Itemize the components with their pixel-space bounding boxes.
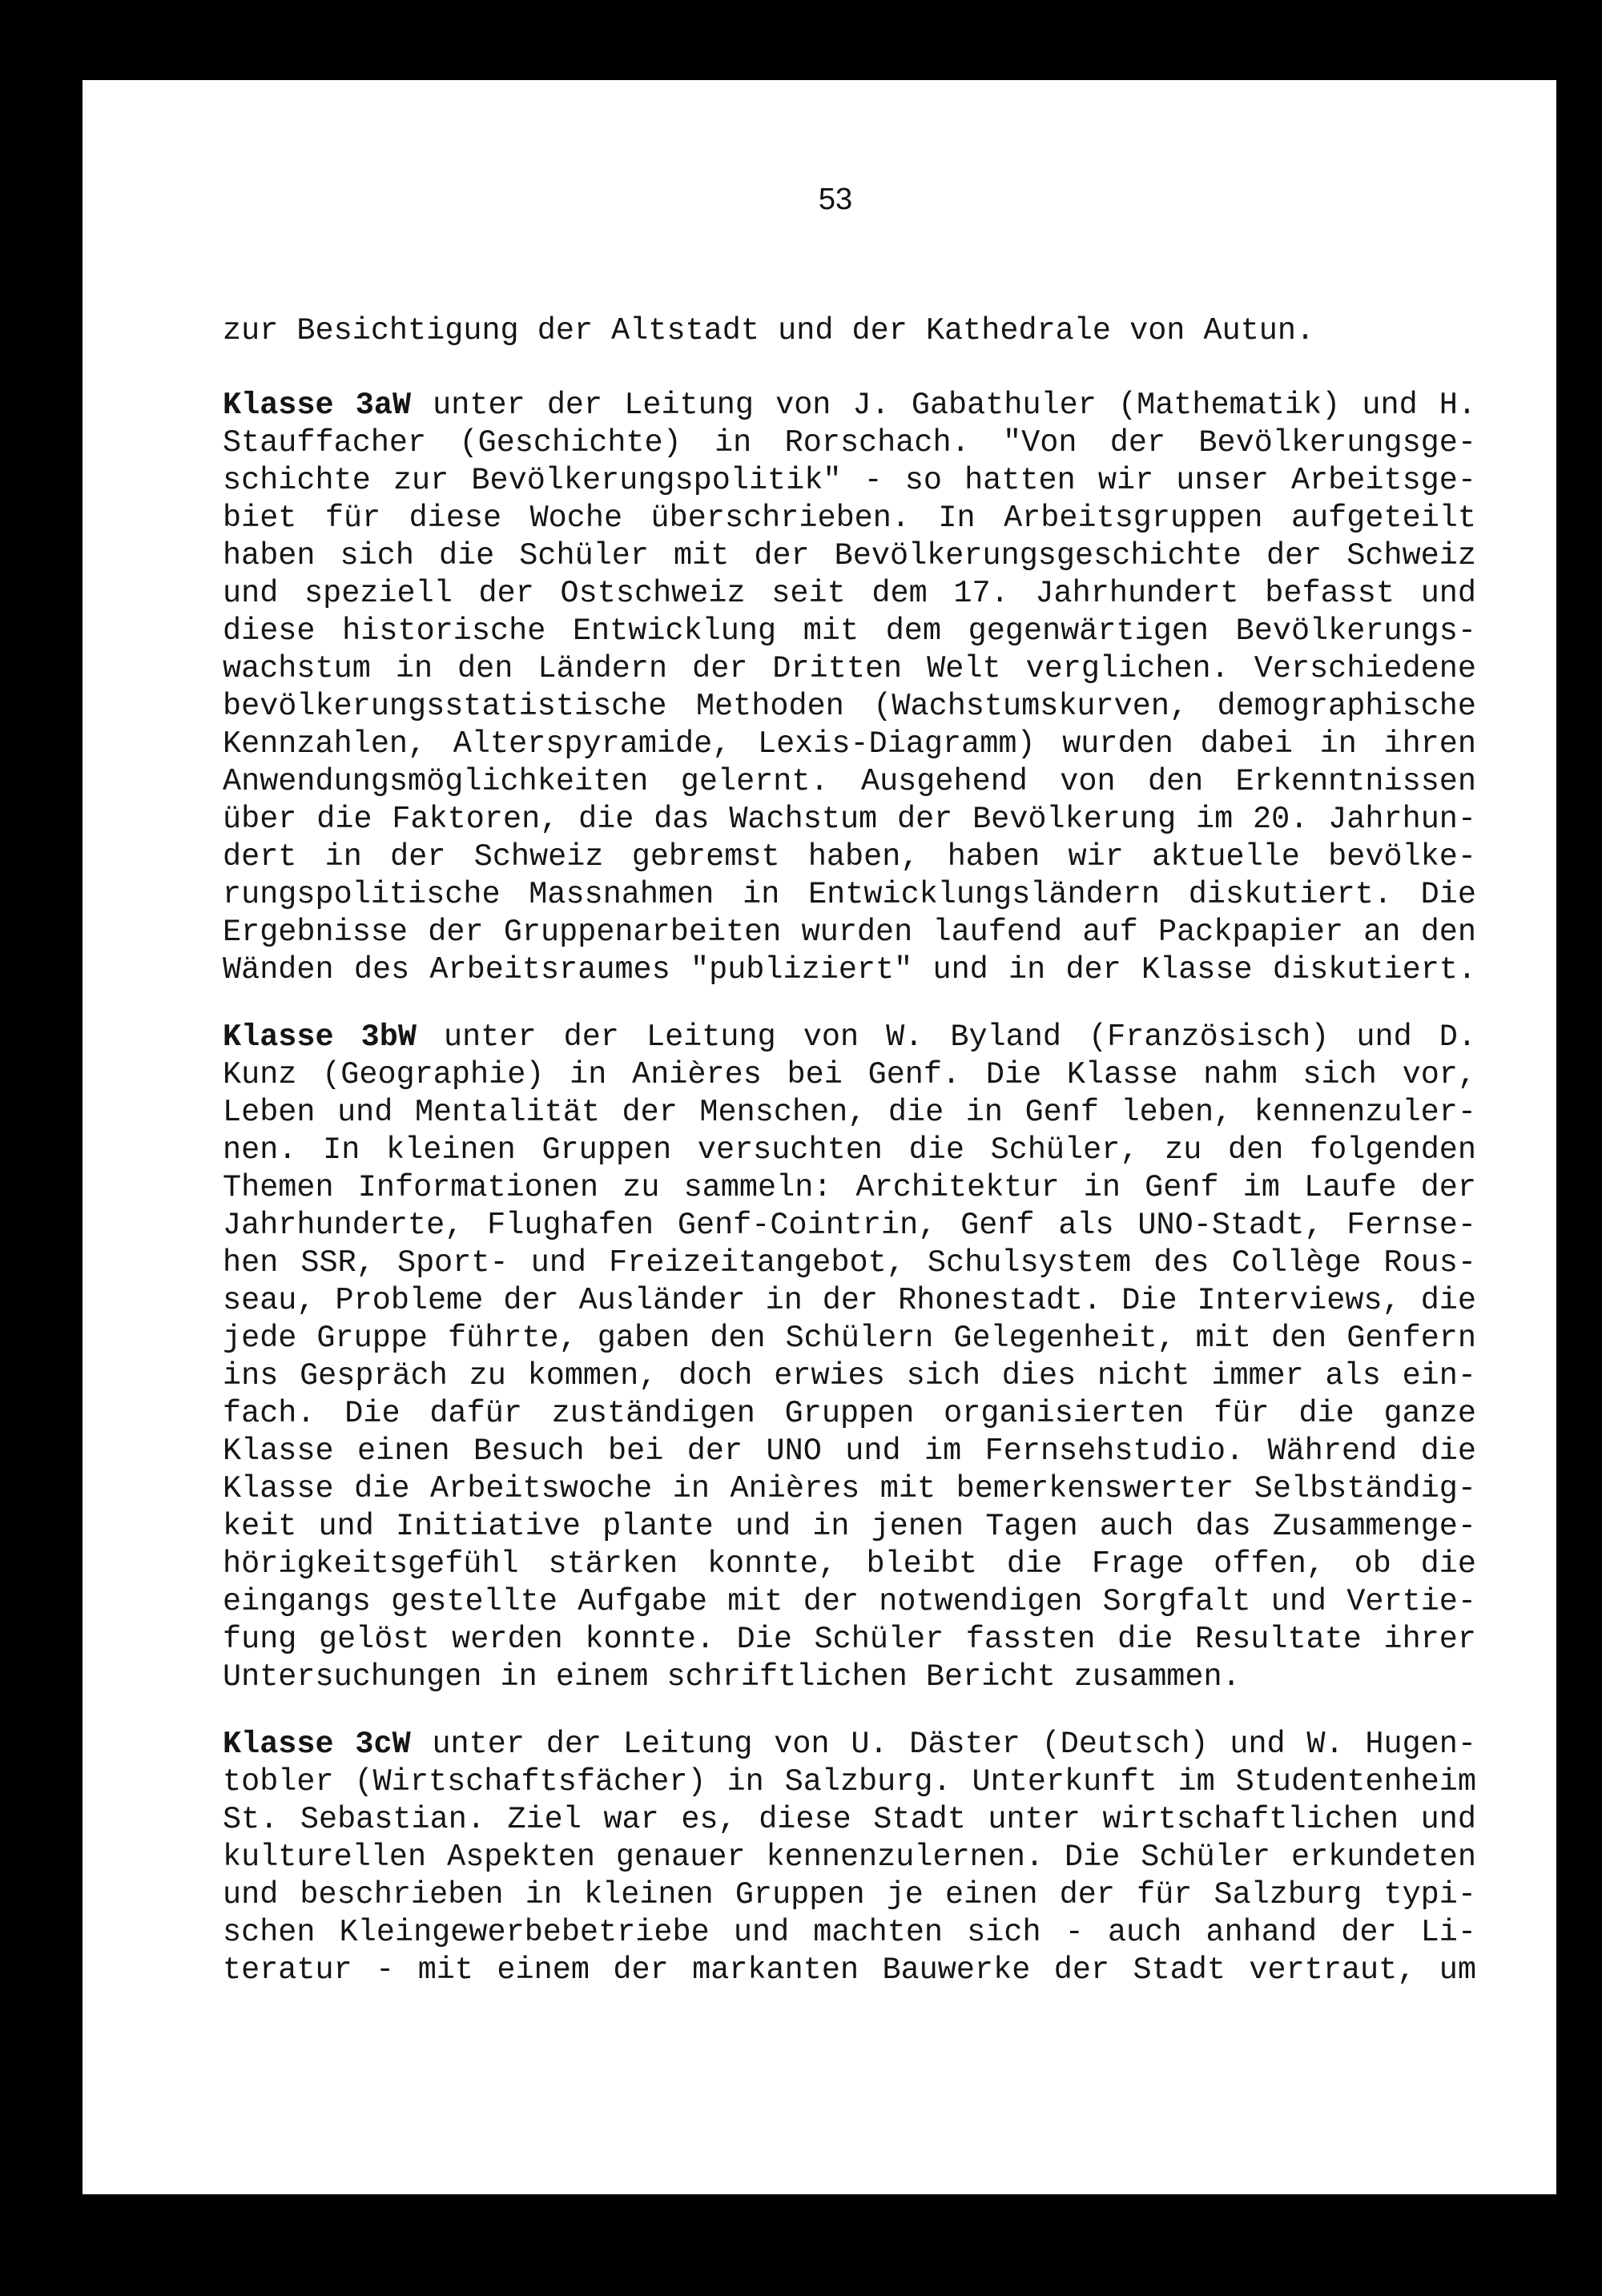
- text-line: teratur - mit einem der markanten Bauwerke der Stadt vertraut, um: [223, 1952, 1476, 1988]
- text-line: Klasse einen Besuch bei der UNO und im Fernsehstudio. Während die: [223, 1433, 1476, 1469]
- section-klasse-3cw: [223, 1726, 1476, 1989]
- document-page: [83, 80, 1556, 2194]
- text-line: keit und Initiative plante und in jenen Tagen auch das Zusammenge-: [223, 1509, 1476, 1544]
- text-line: Klasse 3bW unter der Leitung von W. Byland (Französisch) und D.: [223, 1019, 1476, 1055]
- text-line: haben sich die Schüler mit der Bevölkerungsgeschichte der Schweiz: [223, 538, 1476, 573]
- section-heading: Klasse 3cW: [223, 1727, 411, 1762]
- intro-paragraph: [223, 312, 1476, 350]
- text-line: Kennzahlen, Alterspyramide, Lexis-Diagramm) wurden dabei in ihren: [223, 726, 1476, 762]
- text-line: Wänden des Arbeitsraumes "publiziert" und in der Klasse diskutiert.: [223, 952, 1476, 987]
- text-line: seau, Probleme der Ausländer in der Rhonestadt. Die Interviews, die: [223, 1283, 1476, 1318]
- text-line: kulturellen Aspekten genauer kennenzulernen. Die Schüler erkundeten: [223, 1840, 1476, 1875]
- text-line: rungspolitische Massnahmen in Entwicklungsländern diskutiert. Die: [223, 877, 1476, 912]
- text-line: Klasse die Arbeitswoche in Anières mit bemerkenswerter Selbständig-: [223, 1471, 1476, 1506]
- text-line: Untersuchungen in einem schriftlichen Bericht zusammen.: [223, 1659, 1241, 1695]
- page-number: 53: [818, 183, 853, 216]
- text-line: Kunz (Geographie) in Anières bei Genf. Die Klasse nahm sich vor,: [223, 1057, 1476, 1092]
- text-line: über die Faktoren, die das Wachstum der Bevölkerung im 20. Jahrhun-: [223, 802, 1476, 837]
- text-line: hörigkeitsgefühl stärken konnte, bleibt die Frage offen, ob die: [223, 1546, 1476, 1582]
- text-line: tobler (Wirtschaftsfächer) in Salzburg. Unterkunft im Studentenheim: [223, 1764, 1476, 1799]
- text-line: zur Besichtigung der Altstadt und der Kathedrale von Autun.: [223, 313, 1315, 348]
- section-klasse-3bw: [223, 1019, 1476, 1696]
- text-line: fach. Die dafür zuständigen Gruppen organisierten für die ganze: [223, 1396, 1476, 1431]
- text-line: jede Gruppe führte, gaben den Schülern Gelegenheit, mit den Genfern: [223, 1321, 1476, 1356]
- section-klasse-3aw: [223, 387, 1476, 989]
- text-line: Stauffacher (Geschichte) in Rorschach. "Von der Bevölkerungsge-: [223, 425, 1476, 460]
- text-line: Klasse 3aW unter der Leitung von J. Gabathuler (Mathematik) und H.: [223, 388, 1476, 423]
- text-line: schen Kleingewerbebetriebe und machten sich - auch anhand der Li-: [223, 1915, 1476, 1950]
- text-line: St. Sebastian. Ziel war es, diese Stadt unter wirtschaftlichen und: [223, 1802, 1476, 1837]
- text-line: wachstum in den Ländern der Dritten Welt verglichen. Verschiedene: [223, 651, 1476, 686]
- text-line: eingangs gestellte Aufgabe mit der notwendigen Sorgfalt und Vertie-: [223, 1584, 1476, 1619]
- text-line: nen. In kleinen Gruppen versuchten die Schüler, zu den folgenden: [223, 1132, 1476, 1168]
- text-line: und speziell der Ostschweiz seit dem 17. Jahrhundert befasst und: [223, 576, 1476, 611]
- text-line: Jahrhunderte, Flughafen Genf-Cointrin, Genf als UNO-Stadt, Fernse-: [223, 1208, 1476, 1243]
- text-line: diese historische Entwicklung mit dem gegenwärtigen Bevölkerungs-: [223, 613, 1476, 649]
- text-line: Ergebnisse der Gruppenarbeiten wurden laufend auf Packpapier an den: [223, 915, 1476, 950]
- text-line: Themen Informationen zu sammeln: Architektur in Genf im Laufe der: [223, 1170, 1476, 1205]
- text-line: Klasse 3cW unter der Leitung von U. Däster (Deutsch) und W. Hugen-: [223, 1727, 1476, 1762]
- text-line: bevölkerungsstatistische Methoden (Wachstumskurven, demographische: [223, 689, 1476, 724]
- section-heading: Klasse 3bW: [223, 1019, 417, 1055]
- text-line: ins Gespräch zu kommen, doch erwies sich dies nicht immer als ein-: [223, 1358, 1476, 1393]
- text-line: und beschrieben in kleinen Gruppen je einen der für Salzburg typi-: [223, 1877, 1476, 1912]
- text-line: Leben und Mentalität der Menschen, die in Genf leben, kennenzuler-: [223, 1095, 1476, 1130]
- text-line: fung gelöst werden konnte. Die Schüler fassten die Resultate ihrer: [223, 1622, 1476, 1657]
- text-line: hen SSR, Sport- und Freizeitangebot, Schulsystem des Collège Rous-: [223, 1245, 1476, 1281]
- text-line: schichte zur Bevölkerungspolitik" - so hatten wir unser Arbeitsge-: [223, 463, 1476, 498]
- text-line: biet für diese Woche überschrieben. In Arbeitsgruppen aufgeteilt: [223, 501, 1476, 536]
- section-heading: Klasse 3aW: [223, 388, 412, 423]
- text-line: Anwendungsmöglichkeiten gelernt. Ausgehend von den Erkenntnissen: [223, 764, 1476, 799]
- text-line: dert in der Schweiz gebremst haben, haben wir aktuelle bevölke-: [223, 839, 1476, 875]
